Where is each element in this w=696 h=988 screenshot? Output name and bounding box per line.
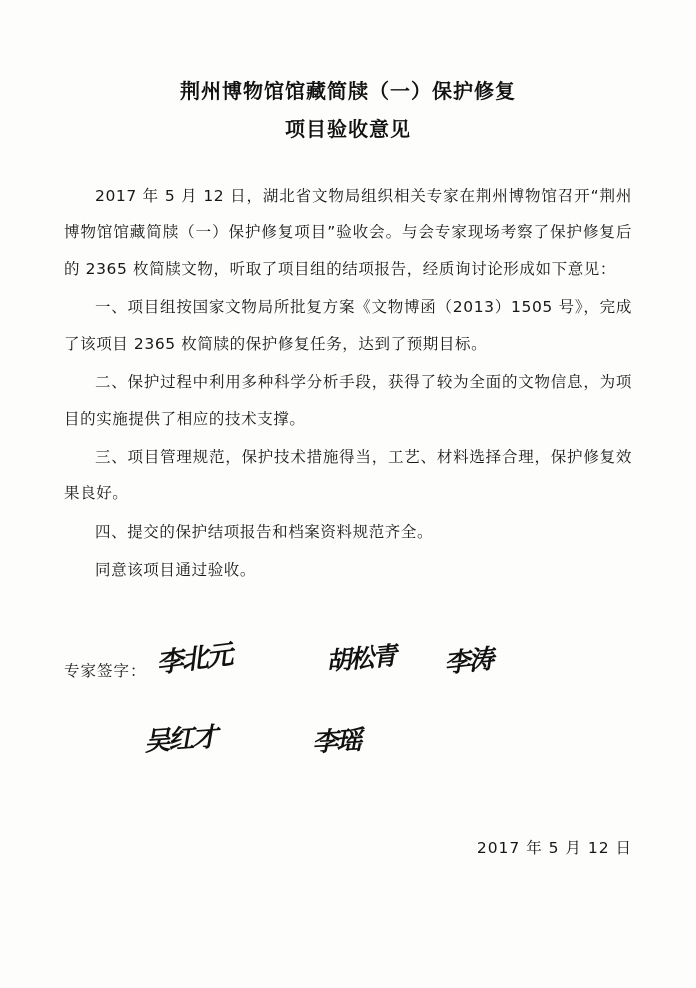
paragraph-item-3: 三、项目管理规范，保护技术措施得当，工艺、材料选择合理，保护修复效果良好。 bbox=[64, 447, 632, 503]
signature-handwriting-4: 吴红才 bbox=[143, 722, 218, 758]
paragraph-intro: 2017 年 5 月 12 日，湖北省文物局组织相关专家在荆州博物馆召开“荆州博物馆馆藏简牍（一）保护修复项目”验收会。与会专家现场考察了保护修复后的 2365 枚简牍文物，听取了项目组的结项报告，经质询讨论形成如下意见： bbox=[64, 187, 632, 278]
paragraph-item-1: 一、项目组按国家文物局所批复方案《文物博函（2013）1505 号》，完成了该项目 2365 枚简牍的保护修复任务，达到了预期目标。 bbox=[64, 298, 632, 353]
document-body bbox=[64, 178, 632, 589]
title-line-1: 荆州博物馆馆藏简牍（一）保护修复 bbox=[180, 79, 516, 103]
signature-block bbox=[64, 637, 632, 807]
signature-handwriting-5: 李瑶 bbox=[311, 725, 361, 758]
signature-handwriting-3: 李涛 bbox=[442, 644, 494, 680]
paragraph-conclusion: 同意该项目通过验收。 bbox=[95, 561, 257, 580]
signature-handwriting-1: 李北元 bbox=[154, 639, 233, 680]
paragraph-item-2: 二、保护过程中利用多种科学分析手段，获得了较为全面的文物信息，为项目的实施提供了相应的技术支撑。 bbox=[64, 373, 632, 428]
signature-handwriting-2: 胡松青 bbox=[324, 640, 397, 676]
signature-label: 专家签字： bbox=[64, 661, 147, 680]
document-date: 2017 年 5 月 12 日 bbox=[476, 839, 632, 857]
title-line-2: 项目验收意见 bbox=[285, 117, 411, 141]
paragraph-item-4: 四、提交的保护结项报告和档案资料规范齐全。 bbox=[95, 522, 434, 541]
page-title bbox=[0, 0, 696, 148]
